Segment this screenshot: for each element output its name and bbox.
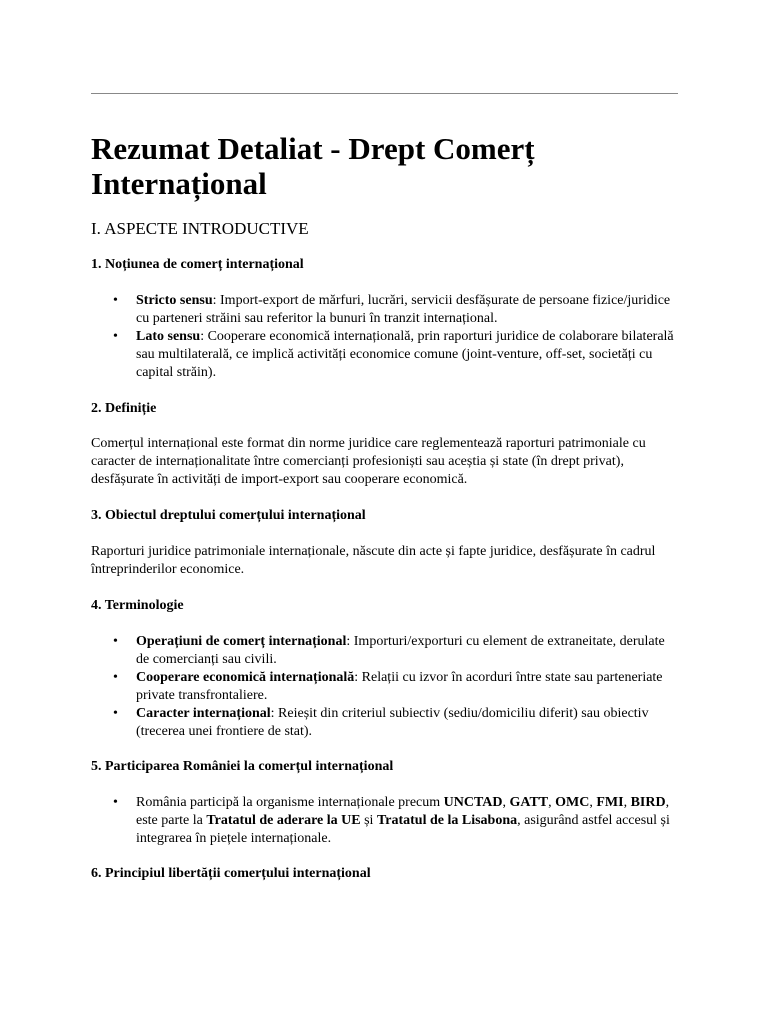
subheading-3: 3. Obiectul dreptului comerțului internațional [91,508,366,523]
term: Stricto sensu [136,293,213,308]
paragraph-obiect: Raporturi juridice patrimoniale internaționale, născute din acte și fapte juridice, desfășurate în cadrul întreprinderilor economice. [91,544,656,577]
org-unctad: UNCTAD [443,795,503,810]
org-fmi: FMI [596,795,624,810]
term-text: : Cooperare economică internațională, prin raporturi juridice de colaborare bilaterală sau multilaterală, ce implică activități economice comune (joint-venture, off-set, societăți cu capital străin). [136,329,674,380]
subheading-4: 4. Terminologie [91,598,184,613]
term: Caracter internațional [136,706,271,721]
paragraph-definitie: Comerțul internațional este format din norme juridice care reglementează raporturi patrimoniale cu caracter de internaționalitate între comercianți profesioniști sau aceștia și state (în drept privat), desfășurate în activități de import-export sau cooperare economică. [91,436,646,487]
org-omc: OMC [555,795,590,810]
subheading-2: 2. Definiție [91,401,157,416]
list-item [91,705,676,741]
term: Cooperare economică internațională [136,670,355,685]
term: Operațiuni de comerț internațional [136,634,347,649]
term: Lato sensu [136,329,201,344]
term-text: : Relații cu izvor în acorduri între state sau parteneriate private transfrontaliere. [136,670,663,703]
term-text: : Import-export de mărfuri, lucrări, servicii desfășurate de persoane fizice/juridice cu parteneri străini sau referitor la bunuri în tranzit internațional. [136,293,671,326]
list-notiunea [91,292,676,382]
list-item [91,292,676,328]
term-text: : Reieșit din criteriul subiectiv (sediu/domiciliu diferit) sau obiectiv (trecerea unei frontiere de stat). [136,706,649,739]
horizontal-rule [91,93,678,94]
section-heading: I. ASPECTE INTRODUCTIVE [91,219,309,238]
subheading-5: 5. Participarea României la comerțul internațional [91,759,394,774]
list-item: • România participă la organisme internaționale precum UNCTAD, GATT, OMC, FMI, BIRD, este parte la Tratatul de aderare la UE și Tratatul de la Lisabona, asigurând astfel accesul și integrarea în piețele internaționale. [91,794,676,848]
treaty-ue: Tratatul de aderare la UE [206,813,361,828]
treaty-lisabona: Tratatul de la Lisabona [376,813,518,828]
org-gatt: GATT [509,795,549,810]
subheading-6: 6. Principiul libertății comerțului internațional [91,866,371,881]
list-terminologie [91,633,676,741]
list-participare [91,794,676,848]
term-text: : Importuri/exporturi cu element de extraneitate, derulate de comercianți sau civili. [136,634,665,667]
org-bird: BIRD [630,795,666,810]
page-title: Rezumat Detaliat - Drept Comerț Internațional [91,131,535,201]
list-item [91,633,676,669]
list-item [91,669,676,705]
subheading-1: 1. Noțiunea de comerț internațional [91,257,304,272]
list-item [91,328,676,382]
